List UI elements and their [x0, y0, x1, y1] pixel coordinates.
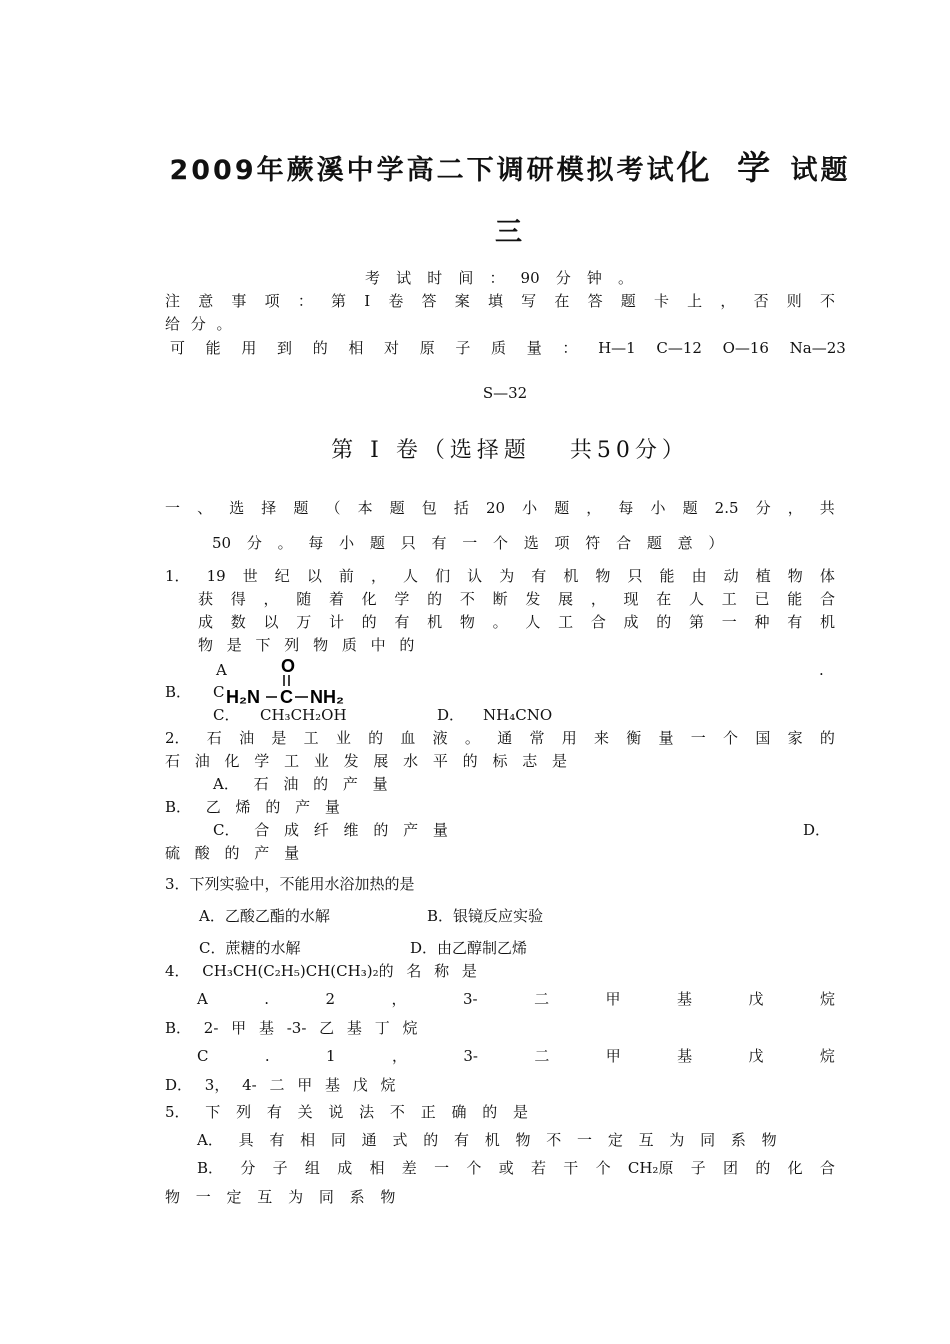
atomic-mass-line1-token: H—1 — [598, 339, 636, 357]
notice-line1-token: 答 — [421, 292, 437, 310]
q2-line1-token: 血 — [400, 729, 416, 747]
q1-line3-token: 数 — [230, 613, 246, 631]
q5-option-b-token: B． — [197, 1159, 224, 1177]
q1-line1-token: 能 — [659, 567, 675, 585]
q5-option-b-token: 相 — [369, 1159, 385, 1177]
q5-option-b-token: 差 — [401, 1159, 417, 1177]
q1-line2-token: ， — [590, 590, 606, 608]
exam-title-line2: 三 — [495, 217, 525, 248]
q1-line3-token: 。 — [492, 613, 508, 631]
notice-line1-token: 填 — [487, 292, 503, 310]
q1-line3-token: 第 — [689, 613, 705, 631]
notice-line1-token: ， — [720, 292, 736, 310]
notice-line1-token: 事 — [231, 292, 247, 310]
notice-line1-token: Ⅰ — [364, 292, 371, 310]
q1-line2-token: 工 — [721, 590, 737, 608]
q4-option-a-token: 2 — [325, 990, 336, 1008]
q2-line1-token: 2． — [165, 729, 190, 747]
part-one-line1-token: 题 — [554, 499, 570, 517]
atomic-mass-line1-token: 的 — [312, 339, 328, 357]
q4-option-c-token: ， — [391, 1047, 407, 1065]
q2-option-d-label: D． — [803, 821, 831, 839]
q1-line1 — [165, 566, 835, 586]
q5-option-b-token: 个 — [595, 1159, 611, 1177]
q1-line2-token: 能 — [787, 590, 803, 608]
urea-right-group: NH₂ — [310, 687, 344, 707]
q4-option-a-token: 戊 — [748, 990, 764, 1008]
q1-line1-token: 体 — [819, 567, 835, 585]
q1-line1-token: 纪 — [274, 567, 290, 585]
notice-line1-token: 案 — [454, 292, 470, 310]
q1-line1-token: 物 — [787, 567, 803, 585]
part-one-line2: 50 分 。 每 小 题 只 有 一 个 选 项 符 合 题 意 ） — [212, 534, 724, 552]
q1-option-d-text: NH₄CNO — [483, 706, 553, 724]
q1-line3-token: 种 — [754, 613, 770, 631]
q1-line3-token: 有 — [394, 613, 410, 631]
notice-line1-token: 写 — [521, 292, 537, 310]
q1-line3-token: 有 — [787, 613, 803, 631]
q2-line1-token: 常 — [529, 729, 545, 747]
q1-line1-token: 为 — [499, 567, 515, 585]
q5-option-b-token: 子 — [690, 1159, 706, 1177]
q4-option-a-token: . — [264, 990, 270, 1008]
q2-line1-token: 。 — [464, 729, 480, 747]
atomic-mass-line1-token: 量 — [526, 339, 542, 357]
urea-o: O — [281, 656, 296, 676]
q4-option-a-token: 烷 — [819, 990, 835, 1008]
q2-line1-token: 量 — [658, 729, 674, 747]
urea-left-group: H₂N — [226, 687, 260, 707]
q4-option-a-token: 3- — [463, 990, 478, 1008]
q4-option-c-token: 3- — [463, 1047, 478, 1065]
q2-line1-token: 的 — [819, 729, 835, 747]
q5-option-b-token: 个 — [466, 1159, 482, 1177]
q2-line1-token: 一 — [690, 729, 706, 747]
part-one-line1-token: 2.5 — [714, 499, 739, 517]
urea-center: C — [280, 687, 293, 707]
atomic-mass-line1-token: 相 — [348, 339, 364, 357]
q1-line3-token: 以 — [263, 613, 279, 631]
q5-option-b-token: 化 — [787, 1159, 803, 1177]
q2-option-a: A． 石 油 的 产 量 — [213, 775, 388, 793]
atomic-mass-line1-token: 可 — [170, 339, 186, 357]
q2-line1-token: 的 — [368, 729, 384, 747]
notice-line1-token: 答 — [587, 292, 603, 310]
part-one-line1-token: 题 — [682, 499, 698, 517]
q5-option-b-token: 分 — [240, 1159, 256, 1177]
q4-option-a — [197, 989, 835, 1009]
q1-line2-token: 发 — [525, 590, 541, 608]
q2-line1-token: 用 — [561, 729, 577, 747]
q1-line2-token: 学 — [394, 590, 410, 608]
q1-option-d-label: D． — [437, 706, 465, 724]
q1-option-c-label: C． — [213, 706, 240, 724]
part-one-line1-token: 小 — [522, 499, 538, 517]
exam-time-token: ： — [489, 269, 505, 287]
part-one-line1-token: 括 — [453, 499, 469, 517]
q1-line2-token: 着 — [328, 590, 344, 608]
q2-line1-token: 工 — [303, 729, 319, 747]
part-one-line1-token: 题 — [389, 499, 405, 517]
part-one-line1-token: 分 — [755, 499, 771, 517]
q4-option-b: B． 2- 甲 基 -3- 乙 基 丁 烷 — [165, 1019, 418, 1037]
q2-line1 — [165, 728, 835, 748]
atomic-mass-line1-token: 原 — [419, 339, 435, 357]
q4-option-c — [197, 1046, 835, 1066]
part-one-line1-token: 20 — [485, 499, 506, 517]
q4-option-a-token: 二 — [534, 990, 550, 1008]
q1-line1-token: ， — [370, 567, 386, 585]
part-one-line1 — [165, 498, 835, 518]
q3-option-a: A．乙酸乙酯的水解 — [199, 907, 330, 925]
notice-line1-token: ： — [297, 292, 313, 310]
q1-line3-token: 的 — [361, 613, 377, 631]
part-one-line1-token: （ — [325, 499, 341, 517]
q2-line1-token: 个 — [723, 729, 739, 747]
q2-option-b: B． 乙 烯 的 产 量 — [165, 798, 340, 816]
notice-line1-token: 则 — [786, 292, 802, 310]
q1-line1-token: 物 — [595, 567, 611, 585]
q1-line2-token: 人 — [689, 590, 705, 608]
section-title: 第 Ⅰ 卷（选择题 共50分） — [331, 438, 689, 463]
part-one-line1-token: 选 — [229, 499, 245, 517]
q1-line3-token: 工 — [558, 613, 574, 631]
q5-option-b-token: CH₂原 — [627, 1159, 674, 1177]
q1-line1-token: 人 — [403, 567, 419, 585]
q1-line2-token: 获 — [198, 590, 214, 608]
notice-line1-token: 第 — [331, 292, 347, 310]
q5-option-b — [197, 1158, 835, 1178]
q1-line2-token: 不 — [459, 590, 475, 608]
q1-line2-token: 的 — [427, 590, 443, 608]
q5-option-b-token: 若 — [530, 1159, 546, 1177]
q1-line1-token: 由 — [691, 567, 707, 585]
q3-option-d: D．由乙醇制乙烯 — [410, 939, 528, 957]
q4-option-a-token: ， — [391, 990, 407, 1008]
q1-line3-token: 合 — [590, 613, 606, 631]
q1-line1-token: 19 — [206, 567, 226, 585]
q1-line1-token: 1． — [165, 567, 190, 585]
part-one-line1-token: 题 — [293, 499, 309, 517]
q1-line1-token: 动 — [723, 567, 739, 585]
part-one-line1-token: ， — [787, 499, 803, 517]
atomic-mass-line1-token: ： — [562, 339, 578, 357]
q4-option-c-token: 二 — [534, 1047, 550, 1065]
notice-line1-token: 意 — [198, 292, 214, 310]
q5-stem: 5． 下 列 有 关 说 法 不 正 确 的 是 — [165, 1103, 528, 1121]
q1-line1-token: 认 — [467, 567, 483, 585]
part-one-line1-token: 共 — [819, 499, 835, 517]
atomic-mass-line1 — [170, 338, 846, 358]
notice-line1-token: 否 — [753, 292, 769, 310]
notice-line1-token: 在 — [554, 292, 570, 310]
q1-line2-token: 化 — [361, 590, 377, 608]
exam-time-token: 试 — [396, 269, 412, 287]
urea-structure — [222, 652, 352, 712]
q1-line3-token: 物 — [459, 613, 475, 631]
q1-line1-token: 机 — [563, 567, 579, 585]
part-one-line1-token: ， — [586, 499, 602, 517]
q1-line2 — [198, 589, 835, 609]
atomic-mass-line2: S—32 — [482, 384, 528, 402]
q1-line2-token: 断 — [492, 590, 508, 608]
atomic-mass-line1-token: 质 — [491, 339, 507, 357]
q1-line3 — [198, 612, 835, 632]
notice-line1-token: 注 — [165, 292, 181, 310]
q5-option-b-token: 成 — [337, 1159, 353, 1177]
part-one-line1-token: 每 — [618, 499, 634, 517]
atomic-mass-line1-token: 能 — [205, 339, 221, 357]
exam-title-main: 2009年蕨溪中学高二下调研模拟考试 — [169, 155, 677, 186]
q1-option-b-label: B． — [165, 683, 192, 701]
part-one-line1-token: 择 — [261, 499, 277, 517]
q2-line1-token: 通 — [497, 729, 513, 747]
q5-option-b-token: 合 — [819, 1159, 835, 1177]
q3-stem: 3．下列实验中，不能用水浴加热的是 — [165, 875, 415, 893]
exam-title — [110, 142, 910, 189]
q4-option-c-token: 1 — [326, 1047, 336, 1065]
q1-line3-token: 成 — [198, 613, 214, 631]
q1-line2-token: 在 — [656, 590, 672, 608]
q1-line2-token: 得 — [230, 590, 246, 608]
notice-line1-token: 卷 — [388, 292, 404, 310]
q4-option-c-token: 戊 — [748, 1047, 764, 1065]
atomic-mass-line1-token: Na—23 — [789, 339, 846, 357]
q1-line1-token: 以 — [306, 567, 322, 585]
q1-line4: 物 是 下 列 物 质 中 的 — [198, 636, 415, 654]
q1-line2-token: 展 — [558, 590, 574, 608]
exam-time-token: 90 — [520, 269, 540, 287]
q1-option-b-partial: C — [213, 683, 225, 701]
q5-option-b-token: 一 — [434, 1159, 450, 1177]
q5-option-b-token: 干 — [563, 1159, 579, 1177]
notice-line1-token: 项 — [264, 292, 280, 310]
q1-line3-token: 万 — [296, 613, 312, 631]
q5-option-a: A． 具 有 相 同 通 式 的 有 机 物 不 一 定 互 为 同 系 物 — [197, 1131, 777, 1149]
atomic-mass-line1-token: 对 — [384, 339, 400, 357]
q4-option-a-token: 甲 — [605, 990, 621, 1008]
exam-time-token: 。 — [617, 269, 633, 287]
q1-line1-token: 有 — [531, 567, 547, 585]
notice-line2: 给 分 。 — [165, 315, 232, 333]
notice-line1-token: 上 — [687, 292, 703, 310]
q4-option-a-token: A — [197, 990, 208, 1008]
q4-option-c-token: 基 — [677, 1047, 693, 1065]
part-one-line1-token: 一 — [165, 499, 181, 517]
q1-option-a-dot: . — [819, 661, 824, 679]
notice-line1 — [165, 291, 835, 311]
q1-line2-token: 现 — [623, 590, 639, 608]
q4-option-d: D． 3， 4- 二 甲 基 戊 烷 — [165, 1076, 396, 1094]
q5-option-b-token: 或 — [498, 1159, 514, 1177]
q1-line2-token: 合 — [819, 590, 835, 608]
q1-line3-token: 一 — [721, 613, 737, 631]
q2-option-d-text: 硫 酸 的 产 量 — [165, 844, 300, 862]
exam-time-token: 间 — [458, 269, 474, 287]
q2-line1-token: 国 — [755, 729, 771, 747]
part-one-line1-token: 小 — [650, 499, 666, 517]
q2-line1-token: 油 — [239, 729, 255, 747]
q1-line3-token: 计 — [328, 613, 344, 631]
q4-stem: 4． CH₃CH(C₂H₅)CH(CH₃)₂的 名 称 是 — [165, 962, 477, 980]
q2-line1-token: 石 — [206, 729, 222, 747]
atomic-mass-line1-token: 到 — [277, 339, 293, 357]
exam-time-token: 钟 — [586, 269, 602, 287]
part-one-line1-token: 本 — [357, 499, 373, 517]
q2-line1-token: 液 — [432, 729, 448, 747]
q4-option-c-token: . — [264, 1047, 270, 1065]
q2-line1-token: 是 — [271, 729, 287, 747]
q1-line2-token: ， — [263, 590, 279, 608]
atomic-mass-line1-token: O—16 — [722, 339, 769, 357]
q2-line1-token: 业 — [335, 729, 351, 747]
q2-line1-token: 来 — [593, 729, 609, 747]
q1-line1-token: 前 — [338, 567, 354, 585]
q2-option-c: C． 合 成 纤 维 的 产 量 — [213, 821, 448, 839]
q5-option-b-token: 团 — [723, 1159, 739, 1177]
notice-line1-token: 不 — [819, 292, 835, 310]
exam-time-token: 考 — [365, 269, 381, 287]
q1-line3-token: 的 — [656, 613, 672, 631]
q1-line2-token: 随 — [296, 590, 312, 608]
q1-line1-token: 只 — [627, 567, 643, 585]
q2-line2: 石 油 化 学 工 业 发 展 水 平 的 标 志 是 — [165, 752, 567, 770]
notice-line1-token: 卡 — [653, 292, 669, 310]
exam-time-token: 时 — [427, 269, 443, 287]
q2-line1-token: 衡 — [626, 729, 642, 747]
q1-line3-token: 人 — [525, 613, 541, 631]
atomic-mass-line1-token: 子 — [455, 339, 471, 357]
q4-option-c-token: 烷 — [819, 1047, 835, 1065]
q5-option-b-line2: 物 一 定 互 为 同 系 物 — [165, 1188, 396, 1206]
q1-line3-token: 机 — [819, 613, 835, 631]
q3-option-c: C．蔗糖的水解 — [199, 939, 301, 957]
q4-option-c-token: 甲 — [605, 1047, 621, 1065]
part-one-line1-token: 、 — [197, 499, 213, 517]
notice-line1-token: 题 — [620, 292, 636, 310]
exam-time — [365, 268, 633, 288]
part-one-line1-token: 包 — [421, 499, 437, 517]
q1-line3-token: 成 — [623, 613, 639, 631]
q5-option-b-token: 子 — [272, 1159, 288, 1177]
q3-option-b: B．银镜反应实验 — [427, 907, 544, 925]
q1-line1-token: 们 — [435, 567, 451, 585]
q2-line1-token: 家 — [787, 729, 803, 747]
q1-option-c-text: CH₃CH₂OH — [260, 706, 347, 724]
atomic-mass-line1-token: C—12 — [656, 339, 702, 357]
exam-title-subject: 化 学 — [676, 148, 779, 187]
q4-option-a-token: 基 — [677, 990, 693, 1008]
exam-title-suffix: 试题 — [778, 155, 851, 186]
q1-line1-token: 植 — [755, 567, 771, 585]
q1-line1-token: 世 — [242, 567, 258, 585]
q1-line2-token: 已 — [754, 590, 770, 608]
q5-option-b-token: 组 — [304, 1159, 320, 1177]
atomic-mass-line1-token: 用 — [241, 339, 257, 357]
q4-option-c-token: C — [197, 1047, 209, 1065]
q1-line3-token: 机 — [427, 613, 443, 631]
exam-time-token: 分 — [555, 269, 571, 287]
q5-option-b-token: 的 — [755, 1159, 771, 1177]
q1-option-a-label: A — [216, 661, 227, 679]
